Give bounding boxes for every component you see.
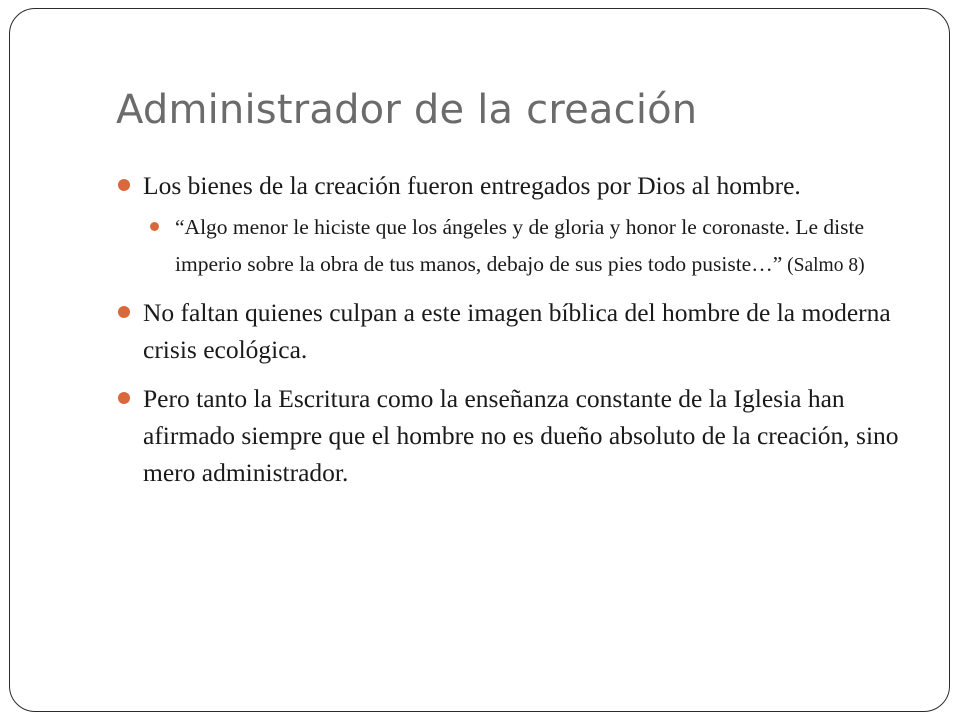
quote-citation: (Salmo 8) <box>782 255 865 276</box>
slide-frame <box>9 8 950 712</box>
bullet-item <box>116 167 906 204</box>
quote-text: “Algo menor le hiciste que los ángeles y de gloria y honor le coronaste. Le diste imperio sobre la obra de tus manos, debajo de sus pies todo pusiste…” <box>175 215 864 276</box>
bullet-dot-icon <box>118 306 130 318</box>
bullet-item <box>116 380 906 491</box>
bullet-text: No faltan quienes culpan a este imagen bíblica del hombre de la moderna crisis ecológica. <box>143 298 891 364</box>
bullet-item <box>116 294 906 368</box>
bullet-dot-icon <box>118 179 130 191</box>
sub-bullet-item <box>116 209 906 284</box>
bullet-text: Pero tanto la Escritura como la enseñanza constante de la Iglesia han afirmado siempre que el hombre no es dueño absoluto de la creación, sino mero administrador. <box>143 384 899 487</box>
slide-title: Administrador de la creación <box>116 87 698 133</box>
slide-content <box>116 167 906 491</box>
bullet-dot-icon <box>118 392 130 404</box>
bullet-dot-icon <box>150 222 159 231</box>
bullet-text: Los bienes de la creación fueron entregados por Dios al hombre. <box>143 171 801 200</box>
